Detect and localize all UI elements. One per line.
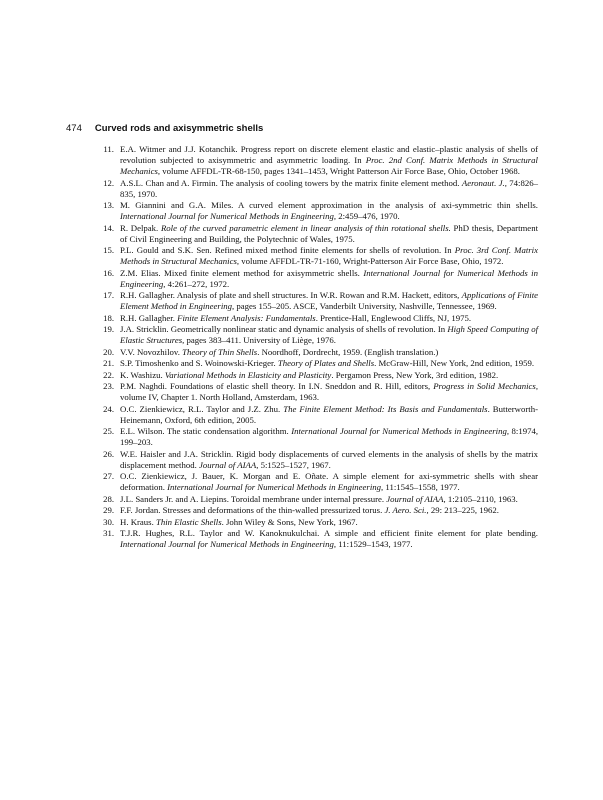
reference-text-segment: T.J.R. Hughes, R.L. Taylor and W. Kanoknukulchai. A simple and efficient finite element for plate bending.	[120, 528, 538, 538]
reference-text	[120, 494, 538, 505]
reference-title-italic: International Journal for Numerical Methods in Engineering	[167, 482, 382, 492]
reference-item	[92, 381, 538, 403]
reference-item	[92, 268, 538, 290]
reference-text-segment: , 5:1525–1527, 1967.	[256, 459, 331, 470]
reference-text-segment: M. Giannini and G.A. Miles. A curved element approximation in the analysis of axi-symmetric thin shells.	[120, 200, 538, 210]
reference-number: 19.	[103, 324, 114, 334]
reference-text-segment: P.M. Naghdi. Foundations of elastic shell theory. In I.N. Sneddon and R. Hill, editors,	[120, 381, 434, 391]
reference-number: 21.	[103, 358, 114, 368]
reference-title-italic: Thin Elastic Shells	[155, 516, 222, 527]
reference-text-segment: H. Kraus.	[120, 516, 156, 527]
reference-number: 15.	[103, 245, 114, 255]
reference-text-segment: R. Delpak.	[120, 222, 161, 233]
reference-list	[92, 144, 538, 551]
reference-item	[92, 528, 538, 550]
reference-item	[92, 517, 538, 528]
reference-number: 27.	[103, 471, 114, 481]
reference-number: 24.	[103, 403, 114, 414]
reference-number: 12.	[103, 177, 114, 188]
reference-item	[92, 494, 538, 505]
running-title: Curved rods and axisymmetric shells	[94, 123, 264, 134]
reference-text-segment: A.S.L. Chan and A. Firmin. The analysis of cooling towers by the matrix finite element method.	[120, 177, 462, 188]
reference-text-segment: E.L. Wilson. The static condensation algorithm.	[120, 426, 292, 436]
reference-item	[92, 223, 538, 245]
reference-number: 16.	[103, 267, 114, 278]
reference-title-italic: Aeronaut. J.	[461, 177, 505, 188]
reference-item	[92, 245, 538, 267]
reference-text	[120, 358, 538, 369]
reference-title-italic: International Journal for Numerical Methods in Engineering	[120, 211, 334, 221]
reference-title-italic: Progress in Solid Mechanics	[433, 381, 536, 391]
reference-title-italic: Theory of Thin Shells	[182, 346, 258, 357]
reference-text	[120, 517, 538, 528]
reference-item	[92, 324, 538, 346]
reference-text-segment: , 11:1529–1543, 1977.	[333, 539, 413, 549]
reference-text-segment: E.A. Witmer and J.J. Kotanchik. Progress report on discrete element elastic and elastic–plastic analysis of shells of revolution subjected to axisymmetric and asymmetric loading. In	[120, 144, 538, 165]
reference-item	[92, 471, 538, 493]
running-head	[66, 118, 263, 132]
reference-text	[120, 404, 538, 426]
reference-number: 30.	[103, 516, 114, 527]
reference-item	[92, 505, 538, 516]
reference-text-segment: , 11:1545–1558, 1977.	[381, 482, 460, 492]
reference-title-italic: International Journal for Numerical Methods in Engineering	[120, 267, 538, 289]
reference-item	[92, 347, 538, 358]
reference-text	[120, 144, 538, 177]
reference-title-italic: Theory of Plates and Shells	[277, 358, 375, 368]
reference-text	[120, 449, 538, 471]
reference-text-segment: , pages 383–411. University of Liège, 1976.	[182, 335, 336, 345]
reference-title-italic: Journal of AIAA	[198, 459, 257, 470]
reference-number: 31.	[103, 528, 114, 538]
reference-text	[120, 381, 538, 403]
reference-text-segment: PhD thesis, Department of Civil Engineering and Building, the Polytechnic of Wales, 1975.	[120, 222, 538, 244]
reference-item	[92, 144, 538, 177]
reference-text-segment: . McGraw-Hill, New York, 2nd edition, 1959.	[374, 358, 535, 368]
reference-number: 28.	[103, 493, 114, 504]
reference-text-segment: R.H. Gallagher.	[120, 312, 178, 323]
reference-number: 25.	[103, 426, 114, 436]
reference-text-segment: . Butterworth-Heinemann, Oxford, 6th edition, 2005.	[120, 403, 538, 425]
reference-text-segment: W.E. Haisler and J.A. Stricklin. Rigid body displacements of curved elements in the analysis of shells by the matrix displacement method.	[120, 448, 538, 470]
reference-text-segment: J.L. Sanders Jr. and A. Liepins. Toroidal membrane under internal pressure.	[120, 493, 387, 504]
reference-text	[120, 178, 538, 200]
reference-number: 23.	[103, 381, 114, 391]
reference-text-segment: , volume AFFDL-TR-68-150, pages 1341–1453, Wright Patterson Air Force Base, Ohio, October 1968.	[157, 166, 520, 176]
reference-number: 29.	[103, 505, 114, 515]
reference-number: 17.	[103, 290, 114, 300]
reference-text-segment: . John Wiley & Sons, New York, 1967.	[221, 516, 358, 527]
reference-title-italic: Journal of AIAA	[386, 493, 444, 504]
reference-text-segment: , 29: 213–225, 1962.	[426, 505, 499, 515]
reference-title-italic: Applications of Finite Element Method in Engineering	[120, 290, 539, 311]
reference-item	[92, 358, 538, 369]
reference-text-segment: K. Washizu.	[120, 369, 165, 380]
reference-title-italic: International Journal for Numerical Methods in Engineering	[291, 426, 507, 436]
reference-text	[120, 528, 538, 550]
reference-text-segment: Z.M. Elias. Mixed finite element method for axisymmetric shells.	[120, 267, 364, 278]
reference-text-segment: P.L. Gould and S.K. Sen. Refined mixed method finite elements for shells of revolution. In	[120, 245, 455, 255]
reference-number: 20.	[103, 346, 114, 357]
reference-title-italic: Proc. 2nd Conf. Matrix Methods in Structural Mechanics	[120, 155, 538, 176]
reference-text-segment: . Pergamon Press, New York, 3rd edition, 1982.	[331, 369, 499, 380]
reference-number: 26.	[103, 448, 114, 459]
reference-text-segment: , volume AFFDL-TR-71-160, Wright-Patterson Air Force Base, Ohio, 1972.	[236, 256, 504, 266]
reference-text-segment: S.P. Timoshenko and S. Woinowski-Krieger.	[120, 358, 278, 368]
reference-item	[92, 200, 538, 222]
reference-number: 22.	[103, 369, 114, 380]
reference-text-segment: O.C. Zienkiewicz, R.L. Taylor and J.Z. Zhu.	[120, 403, 284, 414]
reference-item	[92, 313, 538, 324]
reference-text-segment: , pages 155–205. ASCE, Vanderbilt University, Nashville, Tennessee, 1969.	[232, 301, 497, 311]
reference-text-segment: , 4:261–272, 1972.	[163, 278, 230, 289]
reference-text-segment: , 8:1974, 199–203.	[120, 426, 539, 447]
reference-text	[120, 245, 538, 267]
reference-text-segment: . Prentice-Hall, Englewood Cliffs, NJ, 1975.	[315, 312, 472, 323]
reference-item	[92, 404, 538, 426]
reference-text	[120, 200, 538, 222]
reference-item	[92, 370, 538, 381]
reference-text-segment: V.V. Novozhilov.	[120, 346, 183, 357]
reference-text-segment: F.F. Jordan. Stresses and deformations of the thin-walled pressurized torus.	[120, 505, 385, 515]
reference-number: 13.	[103, 200, 114, 210]
reference-text	[120, 471, 538, 493]
reference-text	[120, 268, 538, 290]
reference-title-italic: Proc. 3rd Conf. Matrix Methods in Structural Mechanics	[120, 245, 538, 266]
reference-text-segment: , 2:459–476, 1970.	[333, 211, 400, 221]
reference-number: 18.	[103, 312, 114, 323]
reference-text	[120, 324, 538, 346]
reference-number: 14.	[103, 222, 114, 233]
reference-text	[120, 313, 538, 324]
reference-text-segment: , volume IV, Chapter 1. North Holland, Amsterdam, 1963.	[120, 381, 538, 402]
reference-text-segment: O.C. Zienkiewicz, J. Bauer, K. Morgan and E. Oñate. A simple element for axi-symmetric shells with shear deformation.	[120, 471, 538, 492]
reference-title-italic: International Journal for Numerical Methods in Engineering	[120, 539, 334, 549]
reference-text-segment: , 74:826–835, 1970.	[120, 177, 538, 199]
reference-title-italic: Role of the curved parametric element in linear analysis of thin rotational shells.	[160, 222, 451, 233]
reference-item	[92, 178, 538, 200]
reference-item	[92, 290, 538, 312]
reference-title-italic: High Speed Computing of Elastic Structures	[120, 324, 538, 345]
reference-text	[120, 290, 538, 312]
reference-text-segment: , 1:2105–2110, 1963.	[443, 493, 518, 504]
reference-item	[92, 426, 538, 448]
reference-number: 11.	[103, 144, 114, 154]
reference-title-italic: Finite Element Analysis: Fundamentals	[177, 312, 316, 323]
reference-item	[92, 449, 538, 471]
reference-text	[120, 505, 538, 516]
reference-title-italic: J. Aero. Sci.	[384, 505, 427, 515]
reference-title-italic: Variational Methods in Elasticity and Plasticity	[164, 369, 332, 380]
reference-text	[120, 223, 538, 245]
reference-text	[120, 370, 538, 381]
reference-text-segment: . Noordhoff, Dordrecht, 1959. (English translation.)	[257, 346, 439, 357]
reference-text	[120, 426, 538, 448]
reference-text-segment: J.A. Stricklin. Geometrically nonlinear static and dynamic analysis of shells of revolution. In	[120, 324, 448, 334]
page-number: 474	[66, 123, 82, 134]
reference-title-italic: The Finite Element Method: Its Basis and Fundamentals	[283, 403, 488, 414]
reference-text-segment: R.H. Gallagher. Analysis of plate and shell structures. In W.R. Rowan and R.M. Hackett, editors,	[120, 290, 462, 300]
reference-text	[120, 347, 538, 358]
